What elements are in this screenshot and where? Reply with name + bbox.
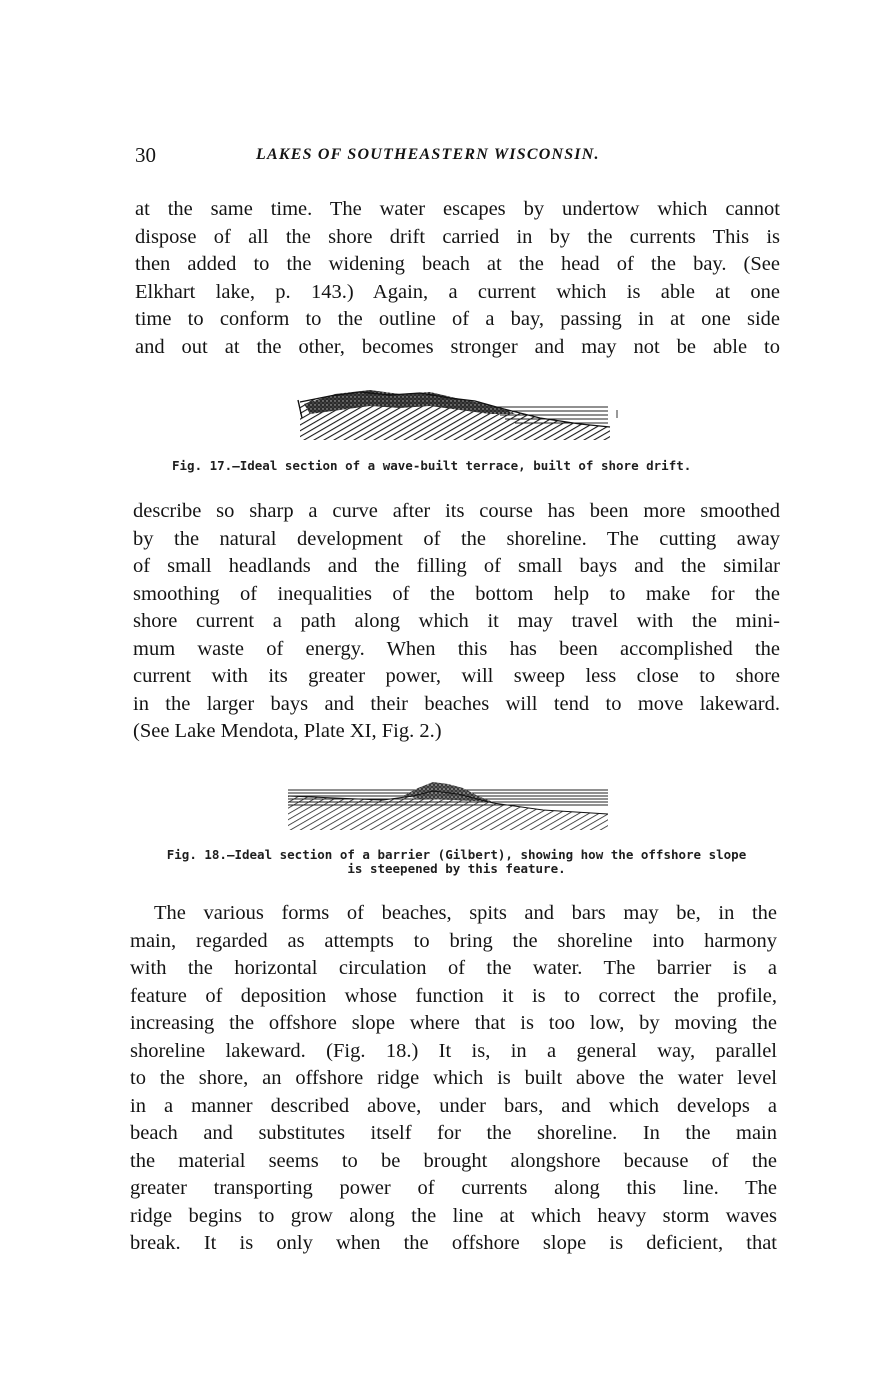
text-line: of small headlands and the filling of small bays and the similar bbox=[133, 555, 780, 577]
text-line: dispose of all the shore drift carried in by the currents This is bbox=[135, 225, 780, 248]
text-line: feature of deposition whose function it is to correct the profile, bbox=[130, 984, 777, 1007]
text-line: mum waste of energy. When this has been accomplished the bbox=[133, 637, 780, 660]
text-line: The various forms of beaches, spits and bars may be, in the bbox=[154, 902, 777, 924]
figure-18-caption-line-2: is steepened by this feature. bbox=[347, 861, 566, 876]
text-line: time to conform to the outline of a bay, passing in at one side bbox=[135, 308, 780, 330]
page-number: 30 bbox=[135, 143, 156, 167]
figure-18-caption-line-1: Fig. 18.—Ideal section of a barrier (Gilbert), showing how the offshore slope bbox=[166, 847, 747, 862]
text-line: shore current a path along which it may travel with the mini- bbox=[133, 610, 780, 632]
text-line: increasing the offshore slope where that is too low, by moving the bbox=[130, 1012, 777, 1034]
text-line: describe so sharp a curve after its course has been more smoothed bbox=[133, 500, 780, 522]
figure-18-barrier-section bbox=[283, 776, 613, 836]
text-line: smoothing of inequalities of the bottom help to make for the bbox=[133, 582, 780, 605]
text-line: at the same time. The water escapes by undertow which cannot bbox=[135, 198, 780, 220]
text-line: shoreline lakeward. (Fig. 18.) It is, in a general way, parallel bbox=[130, 1039, 777, 1062]
text-line: and out at the other, becomes stronger and may not be able to bbox=[135, 335, 780, 358]
terrace-section-illustration bbox=[290, 384, 620, 444]
text-line: current with its greater power, will sweep less close to shore bbox=[133, 665, 780, 687]
text-line: the material seems to be brought alongshore because of the bbox=[130, 1149, 777, 1172]
text-line: by the natural development of the shoreline. The cutting away bbox=[133, 527, 780, 550]
paragraph-3 bbox=[130, 900, 777, 1258]
text-line: to the shore, an offshore ridge which is built above the water level bbox=[130, 1067, 777, 1089]
text-line: beach and substitutes itself for the shoreline. In the main bbox=[130, 1122, 777, 1144]
text-line: Elkhart lake, p. 143.) Again, a current which is able at one bbox=[135, 280, 780, 303]
text-line: (See Lake Mendota, Plate XI, Fig. 2.) bbox=[133, 720, 442, 742]
text-line: break. It is only when the offshore slope is deficient, that bbox=[130, 1232, 777, 1254]
figure-17-caption: Fig. 17.—Ideal section of a wave-built terrace, built of shore drift. bbox=[172, 458, 692, 473]
paragraph-1 bbox=[135, 196, 780, 361]
text-line: in a manner described above, under bars, and which develops a bbox=[130, 1094, 777, 1117]
text-line: main, regarded as attempts to bring the shoreline into harmony bbox=[130, 929, 777, 952]
paragraph-2 bbox=[133, 498, 780, 746]
page-header bbox=[0, 140, 870, 170]
barrier-section-illustration bbox=[283, 776, 613, 836]
running-head: LAKES OF SOUTHEASTERN WISCONSIN. bbox=[256, 146, 600, 163]
text-line: in the larger bays and their beaches will tend to move lakeward. bbox=[133, 692, 780, 715]
figure-18-caption bbox=[133, 848, 780, 876]
text-line: with the horizontal circulation of the water. The barrier is a bbox=[130, 957, 777, 979]
text-line: greater transporting power of currents along this line. The bbox=[130, 1177, 777, 1199]
text-line: then added to the widening beach at the head of the bay. (See bbox=[135, 253, 780, 275]
text-line: ridge begins to grow along the line at which heavy storm waves bbox=[130, 1204, 777, 1227]
figure-17-terrace-section bbox=[290, 384, 620, 444]
